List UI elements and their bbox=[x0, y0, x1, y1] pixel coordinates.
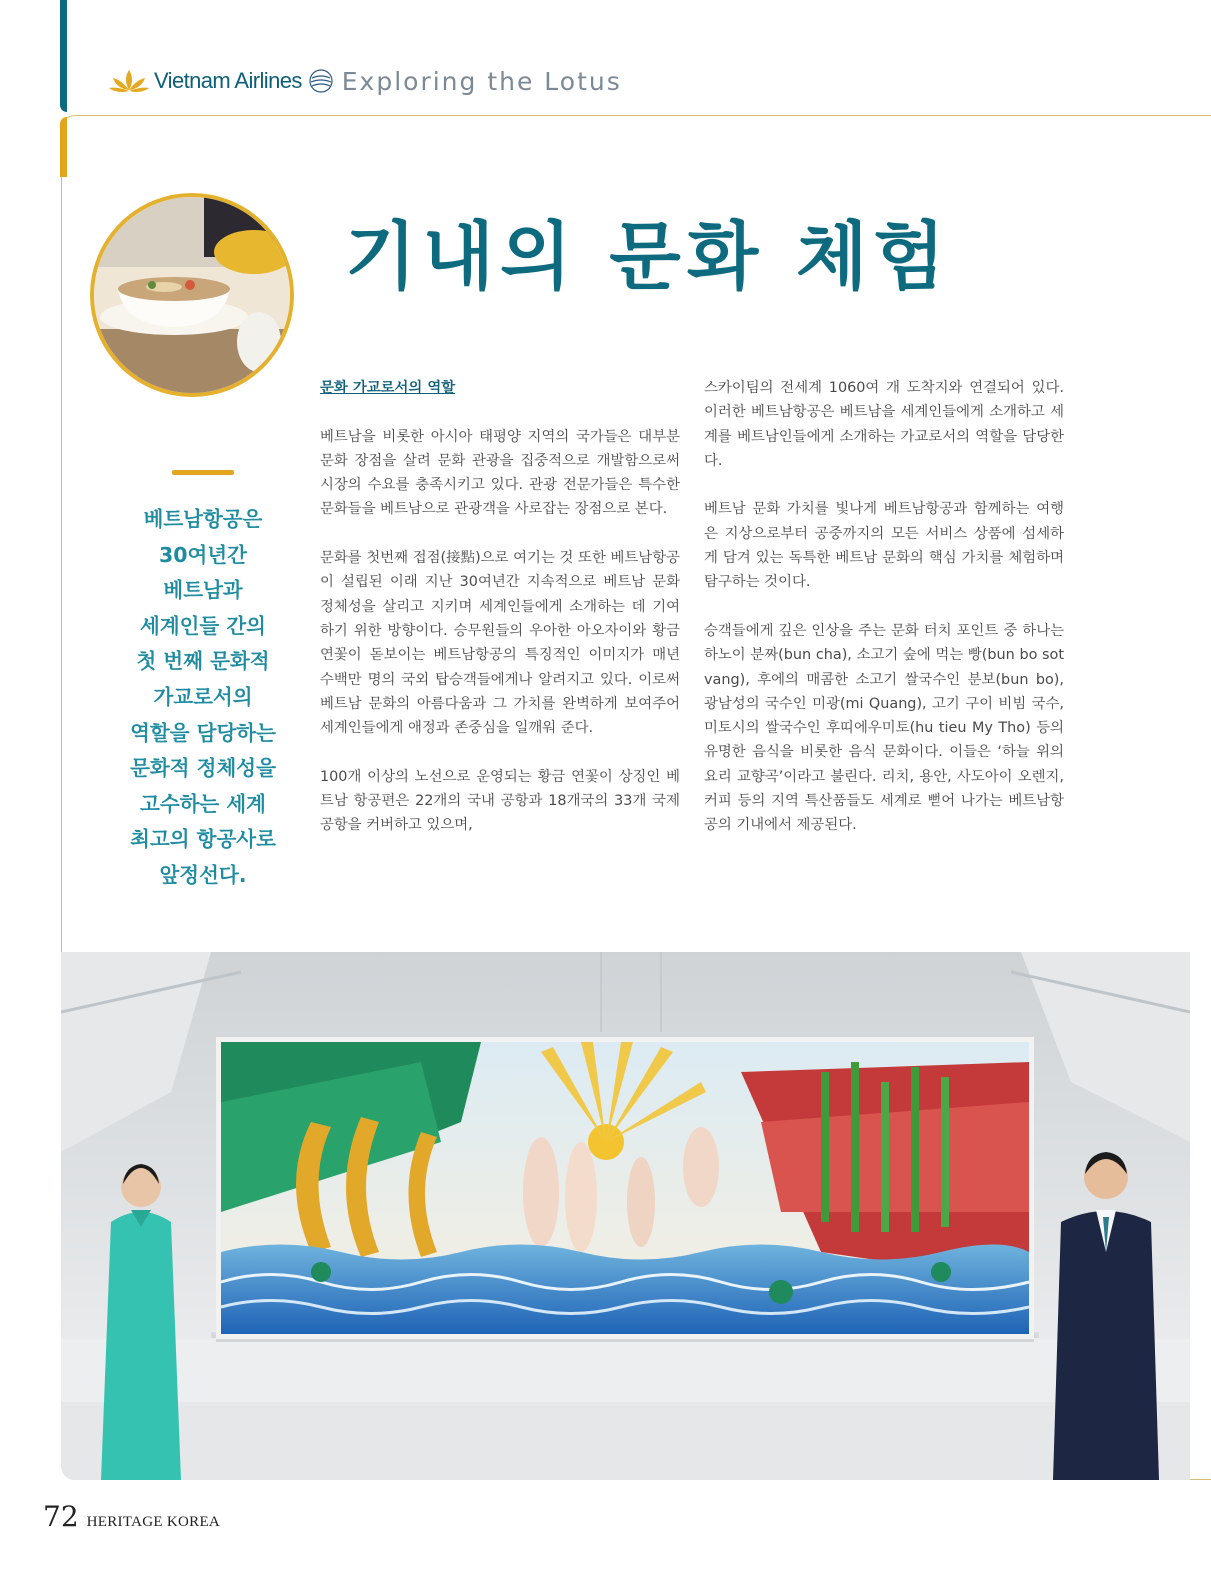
pull-quote-line: 베트남과 bbox=[163, 578, 243, 603]
page-number: 72 bbox=[43, 1500, 79, 1533]
paragraph: 베트남 문화 가치를 빛나게 베트남항공과 함께하는 여행은 지상으로부터 공중까지의 모든 서비스 상품에 섬세하게 담겨 있는 독특한 베트남 문화의 핵심 가치를 체험하며 탐구하는 것이다. bbox=[704, 501, 1064, 591]
paragraph: 승객들에게 깊은 인상을 주는 문화 터치 포인트 중 하나는 하노이 분짜(bun cha), 소고기 숲에 먹는 빵(bun bo sot vang), 후에의 매콤한 소고기 쌀국수인 분보(bun bo), 광남성의 국수인 미광(mi Quang), 고기 구이 비빔 국수, 미토시의 쌀국수인 후띠에우미토(hu tieu My Tho) 등의 유명한 음식을 비롯한 음식 문화이다. 이들은 ‘하늘 위의 요리 교향곡’이라고 불린다. 리치, 용안, 사도아이 오렌지, 커피 등의 지역 특산품들도 세계로 뻗어 나가는 베트남항공의 기내에서 제공된다. bbox=[704, 622, 1064, 834]
teal-edge-bar bbox=[60, 0, 67, 112]
article-column-1 bbox=[320, 376, 680, 862]
brand-name: Vietnam Airlines bbox=[154, 68, 302, 93]
pull-quote-line: 첫 번째 문화적 bbox=[136, 649, 270, 674]
artwork bbox=[216, 1037, 1034, 1339]
paragraph: 문화를 첫번째 접점(接點)으로 여기는 것 또한 베트남항공이 설립된 이래 지난 30여년간 지속적으로 베트남 문화 정체성을 살리고 지키며 세계인들에게 소개하는 데 기여하기 위한 방향이다. 승무원들의 우아한 아오자이와 황금 연꽃이 돋보이는 베트남항공의 특징적인 이미지가 매년 수백만 명의 국외 탑승객들에게나 알려지고 있다. 이로써 베트남 문화의 아름다움과 그 가치를 완벽하게 보여주어 세계인들에게 애정과 존중심을 일깨워 준다. bbox=[320, 550, 680, 737]
magazine-name: HERITAGE KOREA bbox=[86, 1514, 221, 1530]
pull-quote bbox=[108, 502, 298, 894]
header-tagline: Exploring the Lotus bbox=[341, 66, 622, 96]
pull-quote-line: 최고의 항공사로 bbox=[130, 827, 276, 852]
skyteam-globe-icon bbox=[308, 68, 334, 94]
exhibition-photo bbox=[61, 952, 1190, 1480]
paragraph: 베트남을 비롯한 아시아 태평양 지역의 국가들은 대부분 문화 장점을 살려 문화 관광을 집중적으로 개발함으로써 시장의 수요를 충족시키고 있다. 관광 전문가들은 특수한 문화들을 베트남으로 관광객을 사로잡는 장점으로 본다. bbox=[320, 428, 680, 518]
lotus-logo-icon bbox=[108, 68, 150, 94]
food-photo-circle bbox=[90, 193, 294, 397]
paragraph: 100개 이상의 노선으로 운영되는 황금 연꽃이 상징인 베트남 항공편은 22개의 국내 공항과 18개국의 33개 국제 공항을 커버하고 있으며, bbox=[320, 768, 680, 834]
pull-quote-line: 가교로서의 bbox=[153, 684, 253, 709]
food-photo bbox=[94, 197, 290, 393]
pull-quote-line: 역할을 담당하는 bbox=[130, 720, 276, 745]
pull-quote-line: 세계인들 간의 bbox=[140, 613, 266, 638]
pull-quote-line: 고수하는 세계 bbox=[140, 791, 266, 816]
pull-quote-line: 베트남항공은 bbox=[143, 507, 263, 531]
pull-quote-line: 문화적 정체성을 bbox=[130, 756, 276, 781]
header bbox=[108, 64, 622, 98]
pullquote-divider bbox=[172, 470, 234, 475]
paragraph: 스카이팀의 전세계 1060여 개 도착지와 연결되어 있다. 이러한 베트남항공은 베트남을 세계인들에게 소개하고 세계를 베트남인들에게 소개하는 가교로서의 역할을 담당한다. bbox=[704, 380, 1064, 469]
exhibition-illustration bbox=[61, 952, 1190, 1480]
gold-corner-accent bbox=[60, 117, 67, 177]
page-footer bbox=[43, 1500, 220, 1533]
page-title: 기내의 문화 체험 bbox=[345, 214, 951, 300]
section-subhead: 문화 가교로서의 역할 bbox=[320, 380, 456, 396]
pull-quote-line: 앞정선다. bbox=[159, 862, 247, 887]
article-column-2 bbox=[704, 376, 1064, 862]
pull-quote-line: 30여년간 bbox=[159, 542, 247, 567]
